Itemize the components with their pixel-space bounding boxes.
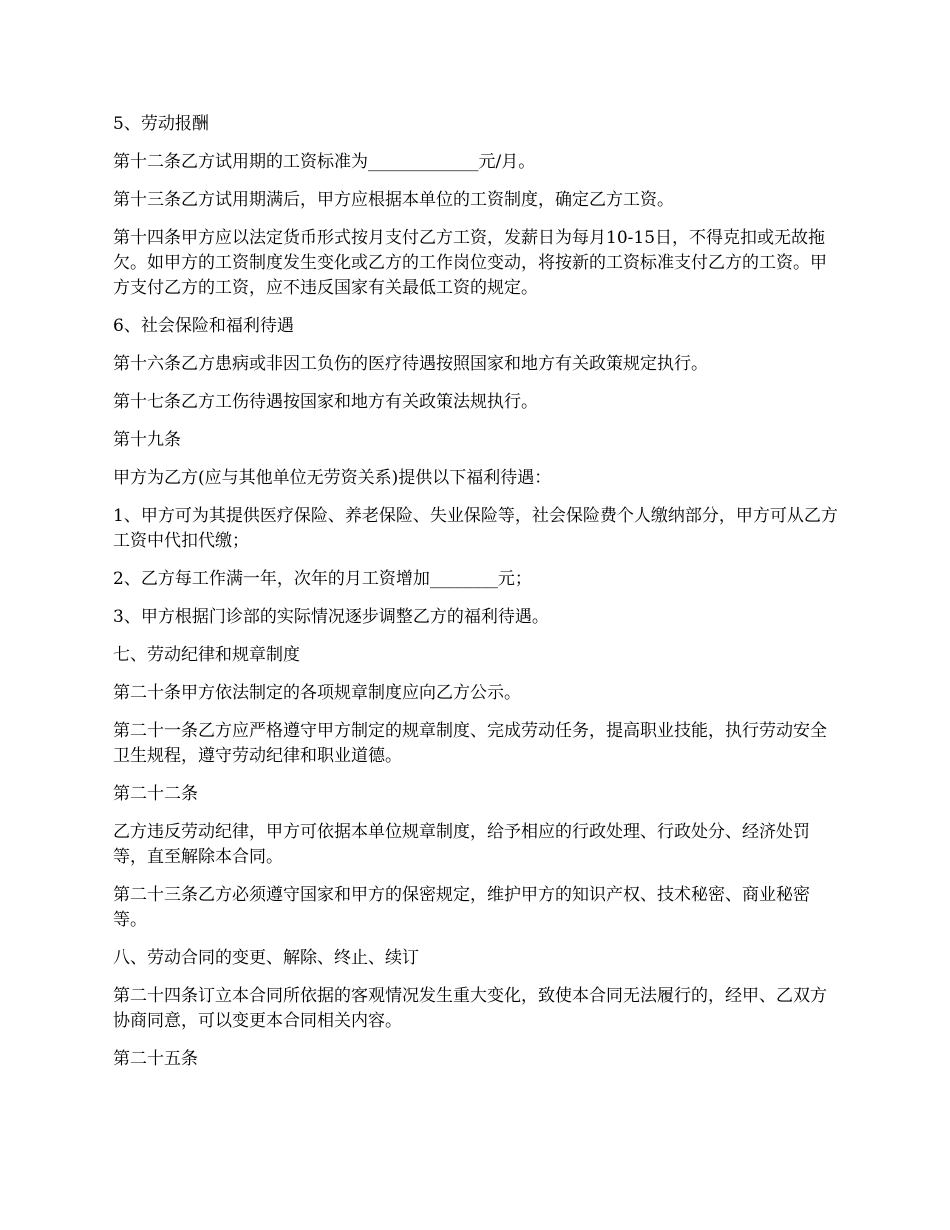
- section-heading-discipline: 七、劳动纪律和规章制度: [113, 645, 300, 665]
- clause-19-item-1: 1、甲方可为其提供医疗保险、养老保险、失业保险等，社会保险费个人缴纳部分，甲方可从乙方工资中代扣代缴；: [113, 506, 838, 551]
- clause-19-item-2: 2、乙方每工作满一年，次年的月工资增加________元；: [113, 569, 532, 589]
- clause-12: 第十二条乙方试用期的工资标准为_____________元/月。: [113, 152, 536, 172]
- clause-21: 第二十一条乙方应严格遵守甲方制定的规章制度、完成劳动任务，提高职业技能，执行劳动安全卫生规程，遵守劳动纪律和职业道德。: [113, 721, 827, 766]
- clause-22-title: 第二十二条: [113, 784, 198, 804]
- section-heading-contract-changes: 八、劳动合同的变更、解除、终止、续订: [113, 948, 419, 968]
- clause-19-intro: 甲方为乙方(应与其他单位无劳资关系)提供以下福利待遇：: [113, 468, 552, 488]
- clause-20: 第二十条甲方依法制定的各项规章制度应向乙方公示。: [113, 683, 521, 703]
- clause-14: 第十四条甲方应以法定货币形式按月支付乙方工资，发薪日为每月10-15日，不得克扣或无故拖欠。如甲方的工资制度发生变化或乙方的工作岗位变动，将按新的工资标准支付乙方的工资。甲方支付乙方的工资，应不违反国家有关最低工资的规定。: [113, 228, 827, 298]
- clause-25-title: 第二十五条: [113, 1049, 198, 1069]
- section-heading-social-insurance: 6、社会保险和福利待遇: [113, 316, 294, 336]
- clause-13: 第十三条乙方试用期满后，甲方应根据本单位的工资制度，确定乙方工资。: [113, 190, 674, 210]
- clause-17: 第十七条乙方工伤待遇按国家和地方有关政策法规执行。: [113, 392, 538, 412]
- document-page: [113, 112, 843, 1085]
- clause-16: 第十六条乙方患病或非因工负伤的医疗待遇按照国家和地方有关政策规定执行。: [113, 354, 708, 374]
- clause-24: 第二十四条订立本合同所依据的客观情况发生重大变化，致使本合同无法履行的，经甲、乙双方协商同意，可以变更本合同相关内容。: [113, 986, 827, 1031]
- clause-23: 第二十三条乙方必须遵守国家和甲方的保密规定，维护甲方的知识产权、技术秘密、商业秘密等。: [113, 885, 810, 930]
- section-heading-remuneration: 5、劳动报酬: [113, 114, 209, 134]
- clause-22-body: 乙方违反劳动纪律，甲方可依据本单位规章制度，给予相应的行政处理、行政处分、经济处罚等，直至解除本合同。: [113, 822, 810, 867]
- clause-19-title: 第十九条: [113, 430, 181, 450]
- clause-19-item-3: 3、甲方根据门诊部的实际情况逐步调整乙方的福利待遇。: [113, 607, 549, 627]
